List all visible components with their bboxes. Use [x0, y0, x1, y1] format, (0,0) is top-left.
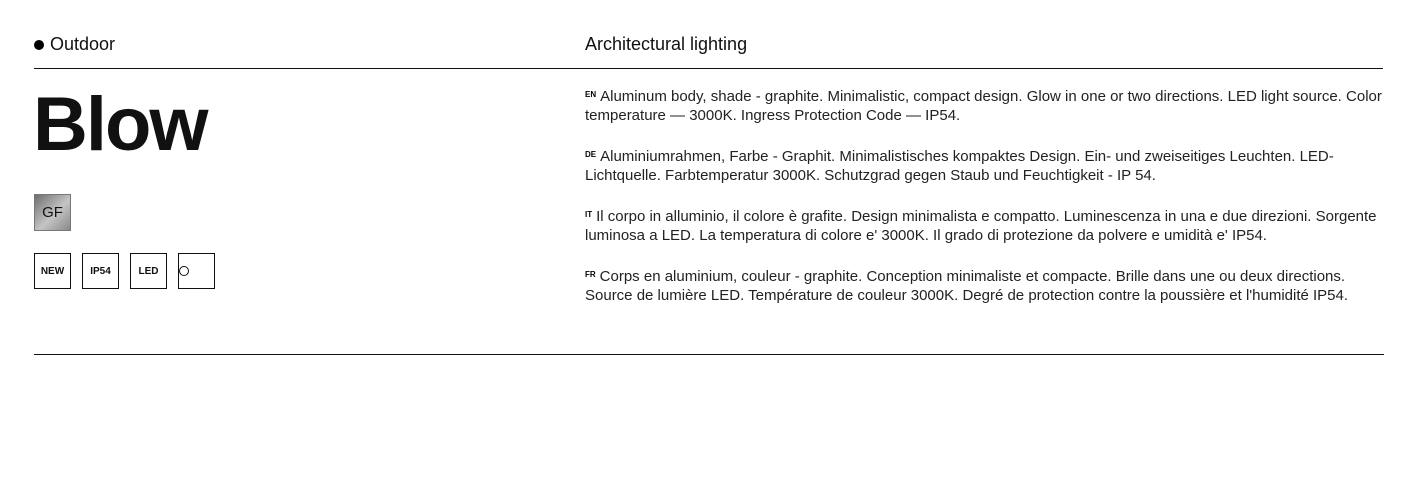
lang-code-de: DE: [585, 150, 597, 159]
finish-code: GF: [42, 204, 63, 221]
header: [34, 32, 1383, 69]
bullet-dot-icon: [34, 40, 44, 50]
lang-code-fr: FR: [585, 270, 596, 279]
badge-led-label: LED: [138, 265, 159, 277]
bottom-divider: [34, 354, 1384, 355]
badge-new-label: NEW: [40, 265, 65, 277]
badge-light-direction: [178, 253, 215, 289]
description-en-text: Aluminum body, shade - graphite. Minimalistic, compact design. Glow in one or two directions. LED light source. Color temperature — 3000K. Ingress Protection Code — IP54.: [585, 88, 1382, 124]
description-fr: [585, 265, 1385, 305]
finish-swatch: [34, 194, 71, 231]
feature-badges: [34, 253, 215, 289]
product-name: Blow: [33, 82, 207, 167]
lang-code-it: IT: [585, 210, 593, 219]
light-circle-icon: [179, 266, 189, 276]
badge-ip54: [82, 253, 119, 289]
descriptions: [585, 85, 1385, 325]
badge-new: [34, 253, 71, 289]
description-de-text: Aluminiumrahmen, Farbe - Graphit. Minimalistisches kompaktes Design. Ein- und zweiseitiges Leuchten. LED-Lichtquelle. Farbtemperatur 3000K. Schutzgrad gegen Staub und Feuchtigkeit - IP 54.: [585, 148, 1334, 184]
badge-led: [130, 253, 167, 289]
description-de: [585, 145, 1385, 185]
badge-ip54-label: IP54: [90, 265, 111, 277]
description-it-text: Il corpo in alluminio, il colore è grafite. Design minimalista e compatto. Luminescenza in una e due direzioni. Sorgente luminosa a LED. La temperatura di colore e' 3000K. Il grado di protezione da polvere e umidità e' IP54.: [585, 208, 1377, 244]
category-label: [34, 34, 115, 55]
description-en: [585, 85, 1385, 125]
section-title: Architectural lighting: [585, 34, 748, 54]
description-fr-text: Corps en aluminium, couleur - graphite. Conception minimaliste et compacte. Brille dans une ou deux directions. Source de lumière LED. Température de couleur 3000K. Degré de protection contre la poussière et l'humidité IP54.: [585, 268, 1349, 304]
description-it: [585, 205, 1385, 245]
lang-code-en: EN: [585, 90, 597, 99]
category-text: Outdoor: [50, 34, 116, 54]
